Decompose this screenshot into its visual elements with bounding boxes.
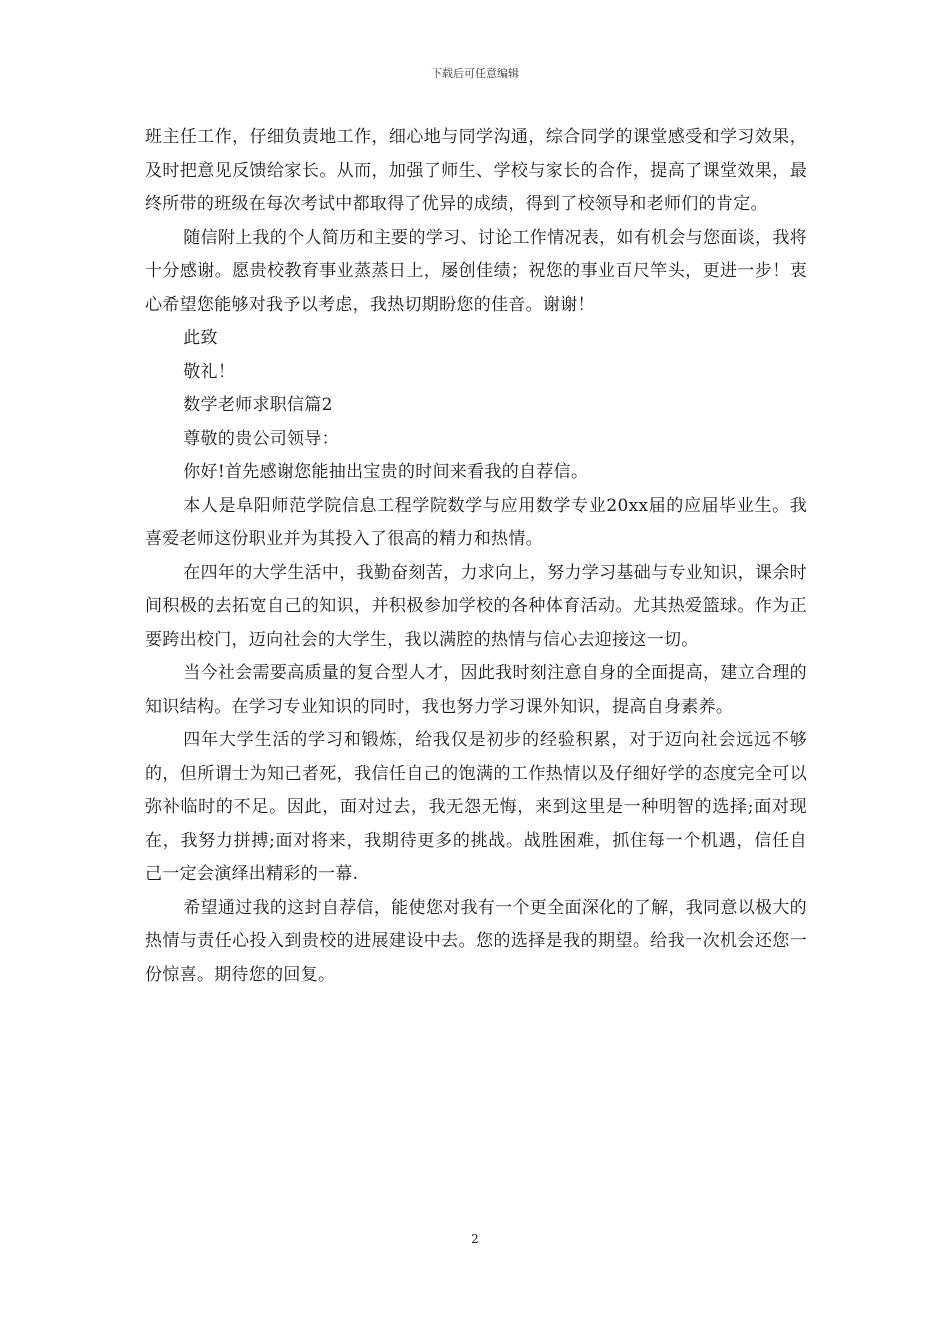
letter-greeting: 尊敬的贵公司领导：	[183, 428, 339, 449]
document-body	[145, 121, 807, 992]
paragraph-experience: 四年大学生活的学习和锻炼，给我仅是初步的经验积累，对于迈向社会远远不够的，但所谓士为知己者死，我信任自己的饱满的工作热情以及仔细好学的态度完全可以弥补临时的不足。因此，面对过去，我无怨无悔，来到这里是一种明智的选择;面对现在，我努力拼搏;面对将来，我期待更多的挑战。战胜困难，抓住每一个机遇，信任自己一定会演绎出精彩的一幕.	[145, 730, 807, 884]
paragraph-opening: 你好!首先感谢您能抽出宝贵的时间来看我的自荐信。	[183, 462, 589, 482]
paragraph-self-improvement: 当今社会需要高质量的复合型人才，因此我时刻注意自身的全面提高，建立合理的知识结构。在学习专业知识的同时，我也努力学习课外知识，提高自身素养。	[145, 663, 807, 717]
closing-salutation: 此致	[183, 328, 218, 348]
paragraph-university-life: 在四年的大学生活中，我勤奋刻苦，力求向上，努力学习基础与专业知识，课余时间积极的去拓宽自己的知识，并积极参加学校的各种体育活动。尤其热爱篮球。作为正要跨出校门，迈向社会的大学生，我以满腔的热情与信心去迎接这一切。	[145, 562, 807, 650]
paragraph-attachment-note: 随信附上我的个人简历和主要的学习、讨论工作情况表，如有机会与您面谈，我将十分感谢。愿贵校教育事业蒸蒸日上，屡创佳绩；祝您的事业百尺竿头，更进一步！衷心希望您能够对我予以考虑，我热切期盼您的佳音。谢谢！	[145, 227, 807, 315]
paragraph-closing: 希望通过我的这封自荐信，能使您对我有一个更全面深化的了解，我同意以极大的热情与责任心投入到贵校的进展建设中去。您的选择是我的期望。给我一次机会还您一份惊喜。期待您的回复。	[145, 897, 807, 985]
paragraph-introduction: 本人是阜阳师范学院信息工程学院数学与应用数学专业20xx届的应届毕业生。我喜爱老师这份职业并为其投入了很高的精力和热情。	[145, 495, 807, 549]
page-number: 2	[471, 1232, 479, 1246]
paragraph-continuation: 班主任工作，仔细负责地工作，细心地与同学沟通，综合同学的课堂感受和学习效果，及时把意见反馈给家长。从而，加强了师生、学校与家长的合作，提高了课堂效果，最终所带的班级在每次考试中都取得了优异的成绩，得到了校领导和老师们的肯定。	[145, 127, 807, 214]
closing-regards: 敬礼！	[183, 361, 236, 382]
page-header: 下载后可任意编辑	[431, 67, 519, 80]
section-title: 数学老师求职信篇2	[183, 395, 333, 415]
